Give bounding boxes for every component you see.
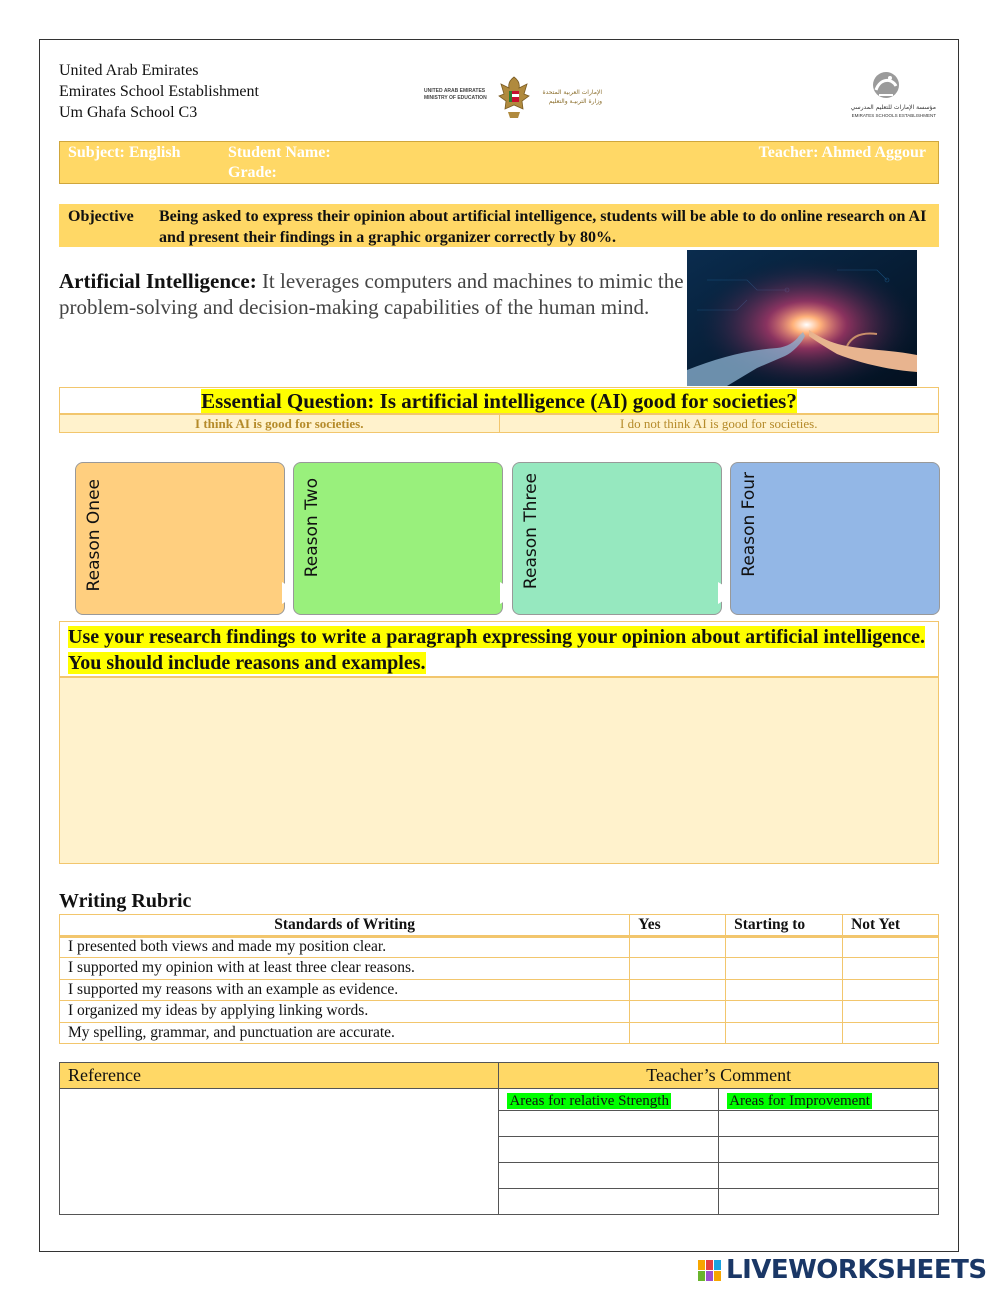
- ese-logo-ar: مؤسسة الإمارات للتعليم المدرسي: [850, 104, 936, 111]
- rubric-header-standards: Standards of Writing: [60, 915, 630, 937]
- ai-definition-term: Artificial Intelligence:: [59, 269, 257, 293]
- reason-box-4[interactable]: [730, 462, 940, 615]
- rubric-cell-yes[interactable]: [630, 1001, 726, 1023]
- liveworksheets-text: LIVEWORKSHEETS: [726, 1255, 987, 1285]
- rubric-header-yes: Yes: [630, 915, 726, 937]
- rubric-standard: I presented both views and made my position clear.: [60, 936, 630, 958]
- objective-label: Objective: [68, 208, 134, 225]
- reference-cell[interactable]: [60, 1089, 499, 1215]
- reference-table: [59, 1062, 939, 1215]
- rubric-header-not-yet: Not Yet: [843, 915, 939, 937]
- ai-definition: [59, 268, 685, 320]
- rubric-cell-starting[interactable]: [726, 1001, 843, 1023]
- rubric-cell-yes[interactable]: [630, 1022, 726, 1044]
- strength-cell[interactable]: [499, 1137, 719, 1163]
- rubric-cell-not-yet[interactable]: [843, 958, 939, 980]
- rubric-standard: My spelling, grammar, and punctuation are accurate.: [60, 1022, 630, 1044]
- reason-box-2[interactable]: [293, 462, 503, 615]
- reason-label-3: Reason Three: [521, 472, 541, 589]
- school-header: [59, 60, 259, 123]
- essential-question: Essential Question: Is artificial intelligence (AI) good for societies?: [201, 389, 797, 413]
- school-line-school: Um Ghafa School C3: [59, 104, 198, 121]
- rubric-header-starting: Starting to: [726, 915, 843, 937]
- table-row: [60, 936, 939, 958]
- objective-text: Being asked to express their opinion about artificial intelligence, students will be able to do online research on AI and present their findings in a graphic organizer correctly by 80%.: [159, 208, 927, 246]
- uae-emblem-icon: [496, 74, 532, 120]
- improvement-cell[interactable]: [719, 1111, 939, 1137]
- subject-bar: [59, 141, 939, 184]
- ai-hand-image: [687, 250, 917, 386]
- essential-question-row: [59, 387, 939, 414]
- view-not-good: I do not think AI is good for societies.: [619, 416, 818, 431]
- rubric-cell-yes[interactable]: [630, 958, 726, 980]
- ese-logo: [836, 70, 940, 122]
- rubric-title: Writing Rubric: [59, 890, 192, 912]
- rubric-cell-not-yet[interactable]: [843, 936, 939, 958]
- student-name-label: Student Name:: [228, 144, 331, 161]
- strength-header: Areas for relative Strength: [509, 1093, 669, 1109]
- paragraph-answer-area[interactable]: [59, 677, 939, 864]
- rubric-cell-yes[interactable]: [630, 936, 726, 958]
- reason-box-1[interactable]: [75, 462, 285, 615]
- writing-instruction: Use your research findings to write a paragraph expressing your opinion about artificial intelligence. You should include reasons and examples.: [59, 621, 939, 677]
- reason-label-2: Reason Two: [302, 477, 322, 577]
- ministry-logo: [424, 74, 604, 120]
- reason-label-1: Reason Onee: [84, 478, 104, 591]
- rubric-standard: I organized my ideas by applying linking words.: [60, 1001, 630, 1023]
- objective-box: [59, 204, 939, 247]
- rubric-cell-not-yet[interactable]: [843, 979, 939, 1001]
- rubric-standard: I supported my reasons with an example as evidence.: [60, 979, 630, 1001]
- rubric-cell-starting[interactable]: [726, 936, 843, 958]
- reason-label-4: Reason Four: [739, 472, 759, 577]
- ministry-logo-en: UNITED ARAB EMIRATES MINISTRY OF EDUCATION: [424, 88, 487, 101]
- improvement-cell[interactable]: [719, 1137, 939, 1163]
- school-line-establishment: Emirates School Establishment: [59, 83, 259, 100]
- teacher-label: Teacher: Ahmed Aggour: [758, 144, 926, 161]
- improvement-header: Areas for Improvement: [729, 1093, 870, 1109]
- rubric-table: [59, 914, 939, 1044]
- table-row: [60, 958, 939, 980]
- taleem-logo-icon: [866, 70, 906, 104]
- rubric-header-row: [60, 915, 939, 937]
- strength-cell[interactable]: [499, 1189, 719, 1215]
- reason-box-3[interactable]: [512, 462, 722, 615]
- school-line-country: United Arab Emirates: [59, 62, 199, 79]
- ese-logo-en: EMIRATES SCHOOLS ESTABLISHMENT: [851, 113, 936, 118]
- reference-header: Reference: [60, 1063, 499, 1089]
- ai-definition-text: It leverages computers and machines to mimic the problem-solving and decision-making capabilities of the human mind.: [59, 269, 684, 319]
- improvement-cell[interactable]: [719, 1189, 939, 1215]
- views-row: [59, 414, 939, 433]
- ministry-logo-ar: الإمارات العربية المتحدة وزارة التربيـة والتعليم: [542, 89, 602, 105]
- strength-cell[interactable]: [499, 1163, 719, 1189]
- rubric-cell-not-yet[interactable]: [843, 1001, 939, 1023]
- improvement-cell[interactable]: [719, 1163, 939, 1189]
- robot-human-hands-image: [687, 250, 917, 386]
- rubric-standard: I supported my opinion with at least three clear reasons.: [60, 958, 630, 980]
- subject-label: Subject: English: [68, 144, 181, 161]
- rubric-cell-starting[interactable]: [726, 979, 843, 1001]
- rubric-cell-not-yet[interactable]: [843, 1022, 939, 1044]
- table-row: [60, 1001, 939, 1023]
- table-row: [60, 979, 939, 1001]
- rubric-cell-yes[interactable]: [630, 979, 726, 1001]
- liveworksheets-blocks-icon: [698, 1260, 722, 1282]
- table-row: [60, 1022, 939, 1044]
- liveworksheets-logo: [698, 1257, 998, 1287]
- rubric-cell-starting[interactable]: [726, 1022, 843, 1044]
- strength-cell[interactable]: [499, 1111, 719, 1137]
- view-good: I think AI is good for societies.: [60, 415, 500, 432]
- grade-label: Grade:: [228, 164, 277, 181]
- rubric-cell-starting[interactable]: [726, 958, 843, 980]
- teacher-comment-header: Teacher’s Comment: [499, 1063, 939, 1089]
